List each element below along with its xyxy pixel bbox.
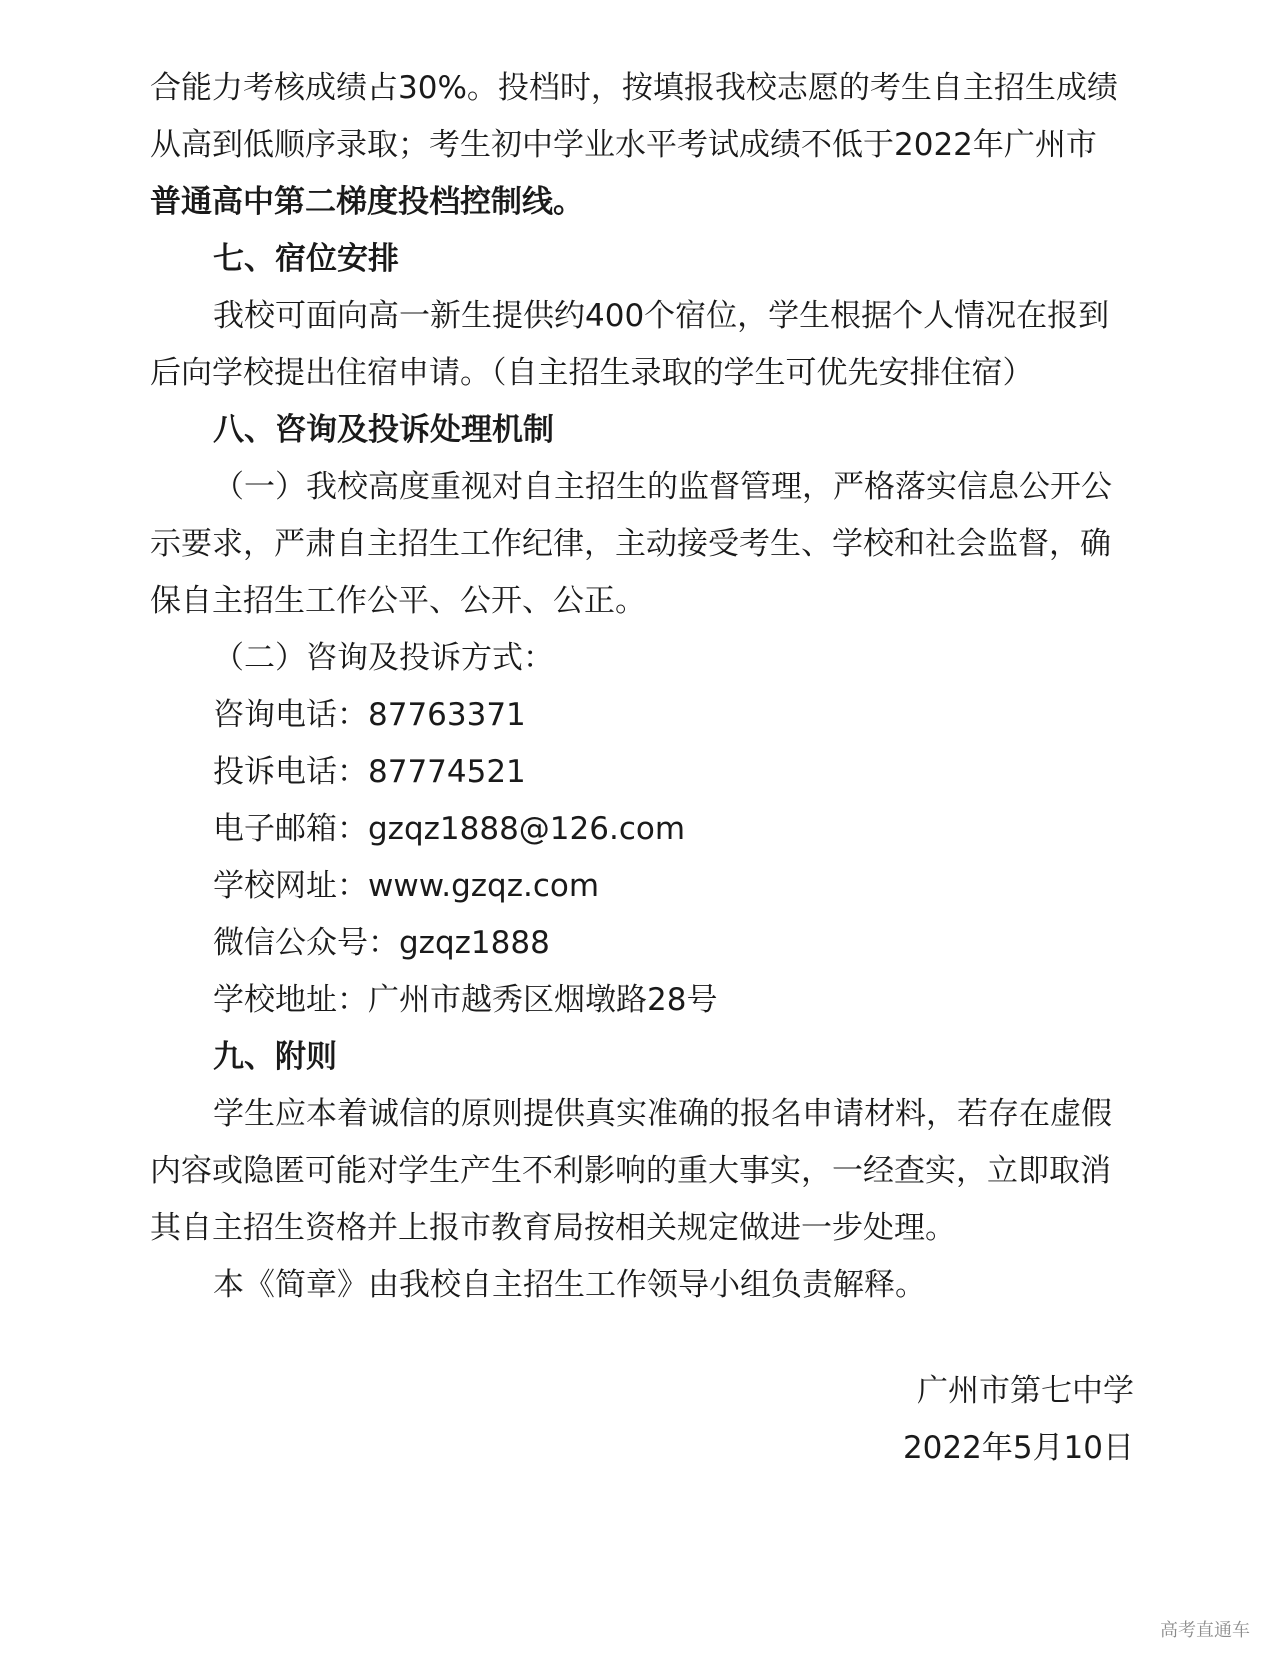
watermark: 高考直通车 xyxy=(1160,1620,1250,1641)
section-8-text-line: 保自主招生工作公平、公开、公正。 xyxy=(150,583,646,619)
section-7-text-line: 我校可面向高一新生提供约400个宿位，学生根据个人情况在报到 xyxy=(213,298,1110,334)
section-8-text-line: 示要求，严肃自主招生工作纪律，主动接受考生、学校和社会监督，确 xyxy=(150,526,1111,562)
consult-phone: 咨询电话：87763371 xyxy=(213,697,526,733)
admission-text-line: 合能力考核成绩占30%。投档时，按填报我校志愿的考生自主招生成绩 xyxy=(150,70,1118,106)
email-address: 电子邮箱：gzqz1888@126.com xyxy=(213,811,686,847)
section-9-text-line: 学生应本着诚信的原则提供真实准确的报名申请材料，若存在虚假 xyxy=(213,1096,1112,1132)
section-9-text-line: 其自主招生资格并上报市教育局按相关规定做进一步处理。 xyxy=(150,1210,956,1246)
interpretation-note: 本《简章》由我校自主招生工作领导小组负责解释。 xyxy=(213,1267,926,1303)
school-website: 学校网址：www.gzqz.com xyxy=(213,868,600,904)
complaint-phone: 投诉电话：87774521 xyxy=(213,754,526,790)
admission-text-line: 从高到低顺序录取；考生初中学业水平考试成绩不低于2022年广州市 xyxy=(150,127,1097,163)
section-7-text-line: 后向学校提出住宿申请。（自主招生录取的学生可优先安排住宿） xyxy=(150,355,1034,391)
signature-date: 2022年5月10日 xyxy=(902,1430,1134,1466)
section-7-heading: 七、宿位安排 xyxy=(213,241,399,277)
wechat-account: 微信公众号：gzqz1888 xyxy=(213,925,550,961)
signature-school: 广州市第七中学 xyxy=(917,1373,1134,1409)
section-9-text-line: 内容或隐匿可能对学生产生不利影响的重大事实，一经查实，立即取消 xyxy=(150,1153,1111,1189)
section-8-text-line: （一）我校高度重视对自主招生的监督管理，严格落实信息公开公 xyxy=(213,469,1112,505)
contact-methods-heading: （二）咨询及投诉方式： xyxy=(213,640,554,676)
section-8-heading: 八、咨询及投诉处理机制 xyxy=(213,412,554,448)
school-address: 学校地址：广州市越秀区烟墩路28号 xyxy=(213,982,718,1018)
section-9-heading: 九、附则 xyxy=(213,1039,337,1075)
document-body xyxy=(150,60,1135,1314)
admission-text-bold-line: 普通高中第二梯度投档控制线。 xyxy=(150,184,584,220)
